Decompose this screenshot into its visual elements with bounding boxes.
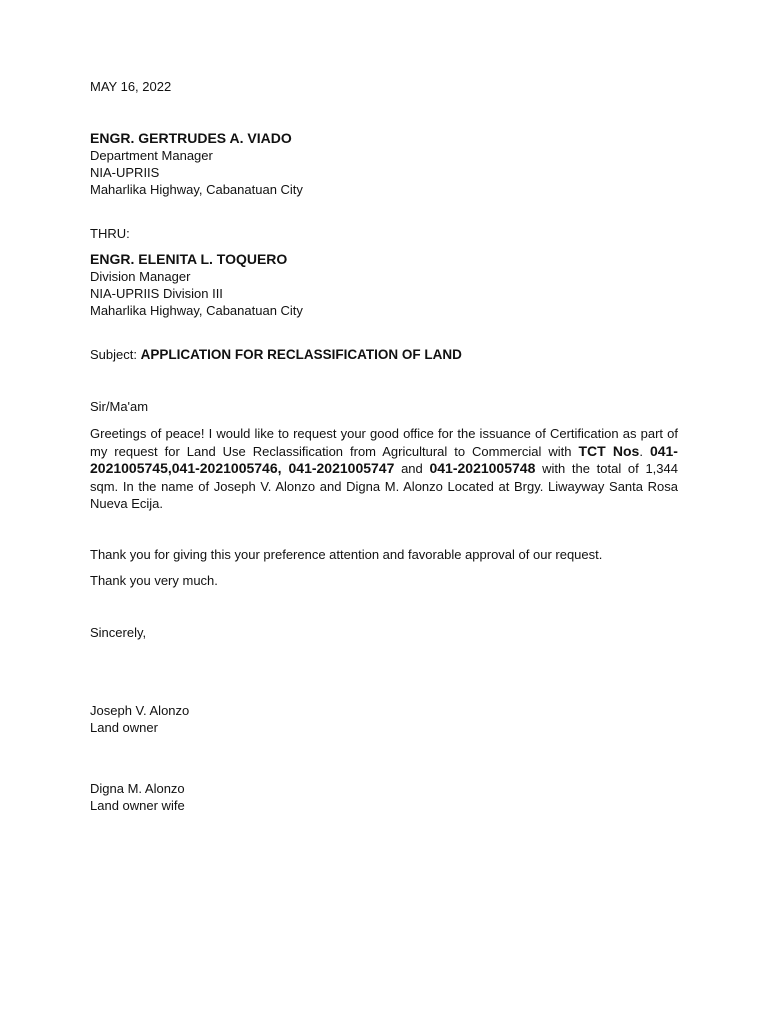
letter-date-block	[90, 78, 678, 95]
body-p1-and: and	[401, 461, 423, 476]
body-paragraph-3: Thank you very much.	[90, 573, 218, 588]
salutation-block	[90, 398, 678, 415]
signatory-1-role: Land owner	[90, 720, 158, 735]
signatory-2-name: Digna M. Alonzo	[90, 781, 185, 796]
signatory-2-role: Land owner wife	[90, 798, 185, 813]
signatory-2-block	[90, 780, 678, 814]
body-p1-part1: Greetings of peace! I would like to request your good office for the issuance of Certification as part of my request for Land Use Reclassification from Agricultural to Commercial with	[90, 426, 678, 459]
signatory-1-block	[90, 702, 678, 736]
subject-label: Subject:	[90, 347, 137, 362]
subject-line	[90, 346, 678, 363]
body-p1-part2: .	[639, 443, 643, 459]
thru-block	[90, 251, 678, 319]
recipient-org: NIA-UPRIIS	[90, 165, 160, 180]
subject-title: APPLICATION FOR RECLASSIFICATION OF LAND	[140, 347, 462, 362]
body-paragraph-2-block	[90, 546, 678, 563]
thru-title: Division Manager	[90, 269, 191, 284]
body-paragraph-1	[90, 425, 678, 513]
recipient-block	[90, 130, 678, 198]
salutation: Sir/Ma'am	[90, 399, 149, 414]
letter-date: MAY 16, 2022	[90, 79, 172, 94]
recipient-title: Department Manager	[90, 148, 213, 163]
thru-label-block	[90, 225, 678, 242]
thru-org: NIA-UPRIIS Division III	[90, 286, 223, 301]
thru-address: Maharlika Highway, Cabanatuan City	[90, 303, 303, 318]
body-p1-part3: with the total of 1,344 sqm. In the name of Joseph V. Alonzo and Digna M. Alonzo Located at Brgy. Liwayway Santa Rosa Nueva Ecija.	[90, 461, 678, 511]
closing: Sincerely,	[90, 625, 147, 640]
body-paragraph-2: Thank you for giving this your preference attention and favorable approval of our request.	[90, 547, 603, 562]
subject-block	[90, 346, 678, 363]
signatory-1-name: Joseph V. Alonzo	[90, 703, 190, 718]
tct-numbers-1: 041-2021005745,041-2021005746, 041-2021005747	[90, 442, 678, 476]
thru-name: ENGR. ELENITA L. TOQUERO	[90, 251, 288, 267]
recipient-address: Maharlika Highway, Cabanatuan City	[90, 182, 303, 197]
tct-numbers-2: 041-2021005748	[429, 460, 536, 476]
tct-label: TCT Nos	[578, 442, 640, 459]
body-paragraph-3-block	[90, 572, 678, 589]
closing-block	[90, 624, 678, 641]
recipient-name: ENGR. GERTRUDES A. VIADO	[90, 130, 292, 146]
thru-label: THRU:	[90, 226, 130, 241]
